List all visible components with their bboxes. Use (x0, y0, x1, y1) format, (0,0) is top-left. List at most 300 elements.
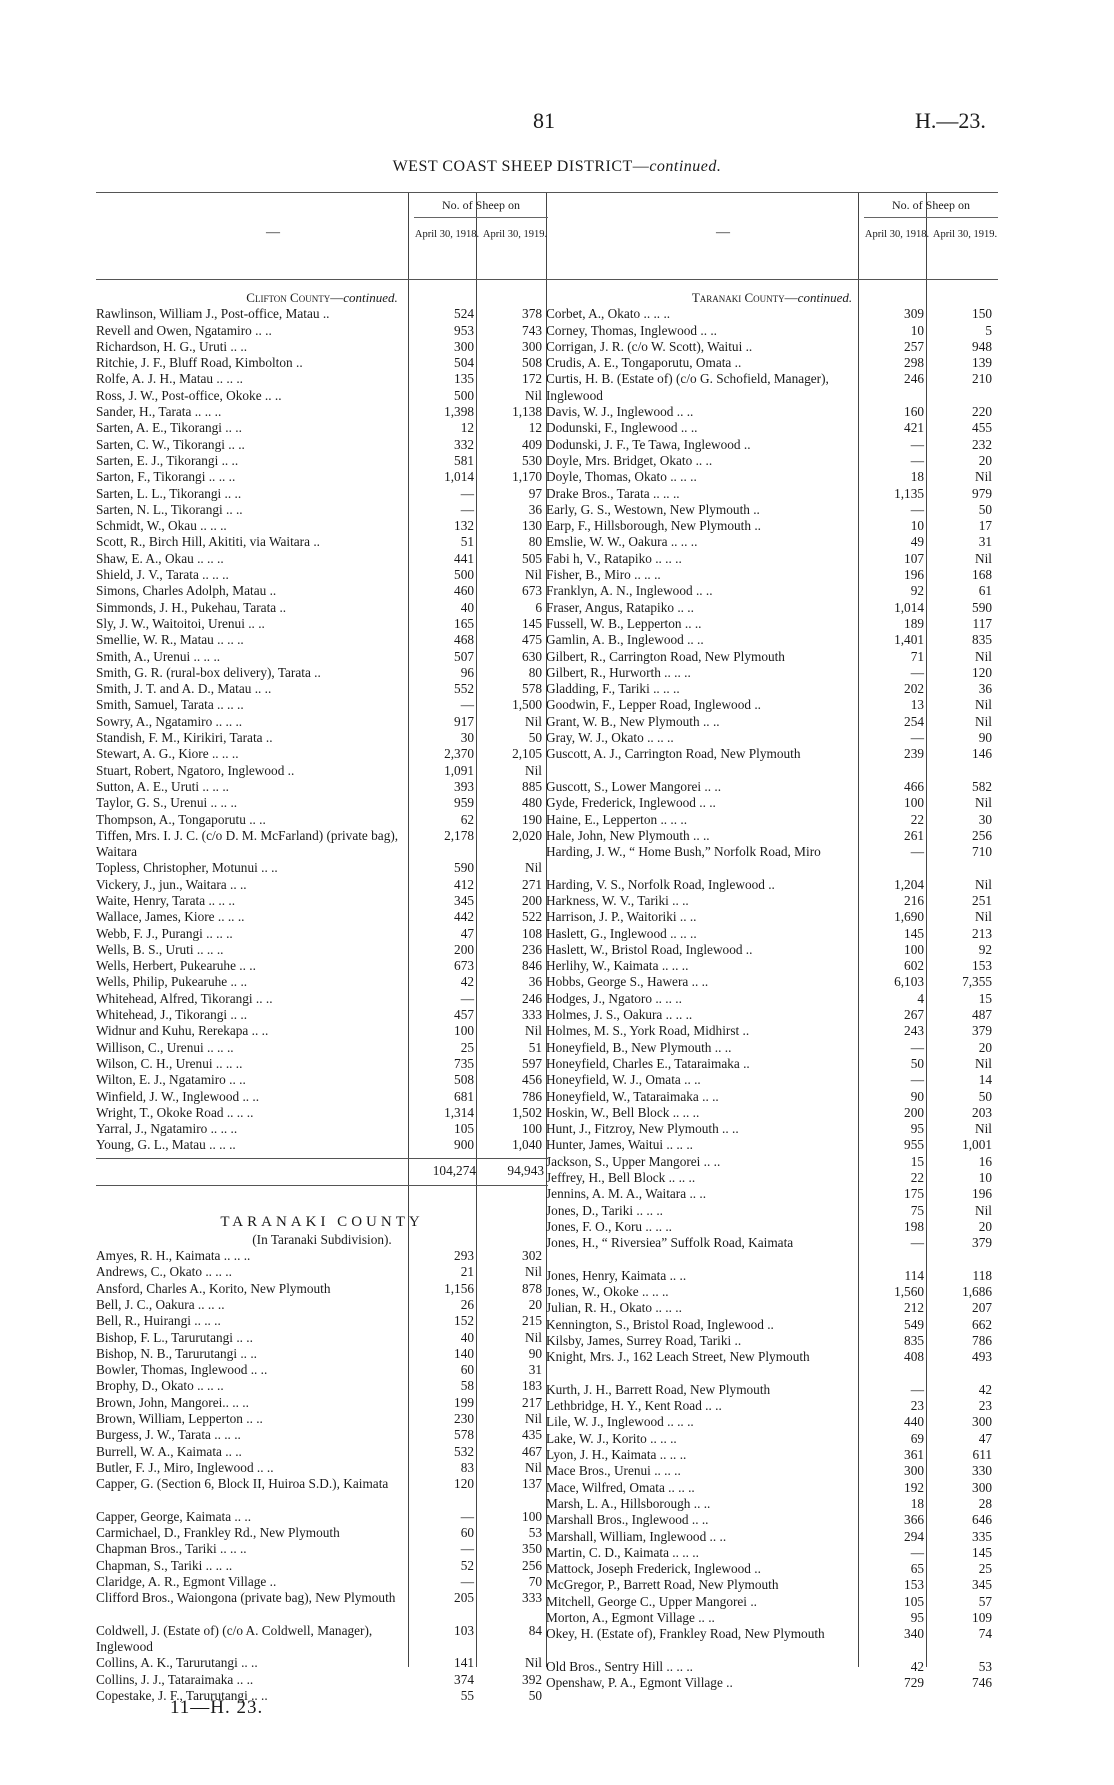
table-row (546, 453, 998, 469)
county-title: TARANAKI COUNTY (220, 1213, 424, 1230)
sheep-1918: — (460, 697, 474, 713)
sheep-1918: 4 (917, 990, 924, 1006)
sheep-1918: 175 (904, 1186, 924, 1202)
section-heading-text: Clifton County— (246, 290, 344, 305)
sheep-1918: 100 (904, 795, 924, 811)
table-row (96, 1297, 548, 1313)
owner-name: Lile, W. J., Inglewood .. .. .. (546, 1414, 694, 1430)
sheep-1919: 379 (972, 1023, 992, 1039)
sheep-1918: 300 (454, 338, 474, 354)
sheep-1918: 366 (904, 1512, 924, 1528)
sheep-1919: 435 (522, 1427, 542, 1443)
owner-name: Harrison, J. P., Waitoriki .. .. (546, 909, 697, 925)
table-row (546, 1121, 998, 1137)
sheep-1918: 442 (454, 909, 474, 925)
sheep-1918: 198 (904, 1218, 924, 1234)
sheep-1919: Nil (975, 648, 992, 664)
sheep-1918: 468 (454, 632, 474, 648)
sheep-1919: 7,355 (962, 974, 992, 990)
owner-name: Copestake, J. F., Tarurutangi .. .. (96, 1688, 268, 1704)
owner-name: Sarten, A. E., Tikorangi .. .. (96, 420, 242, 436)
table-row (546, 746, 998, 779)
county-subtitle: (In Taranaki Subdivision). (252, 1231, 392, 1247)
sheep-1918: 25 (460, 1039, 474, 1055)
owner-name: Okey, H. (Estate of), Frankley Road, New Plymouth (546, 1626, 825, 1642)
owner-name: Whitehead, J., Tikorangi .. .. (96, 1007, 248, 1023)
sheep-1918: 50 (910, 1055, 924, 1071)
sheep-1919: 505 (522, 550, 542, 566)
sheep-1918: — (910, 730, 924, 746)
table-row (96, 1313, 548, 1329)
sheep-1919: 1,686 (962, 1284, 992, 1300)
sheep-1919: 137 (522, 1476, 542, 1492)
owner-name: Knight, Mrs. J., 162 Leach Street, New Plymouth (546, 1349, 810, 1365)
sheep-1918: 293 (454, 1248, 474, 1264)
owner-name: Capper, George, Kaimata .. .. (96, 1508, 252, 1524)
owner-name: Standish, F. M., Kirikiri, Tarata .. (96, 730, 273, 746)
header-dash: — (266, 225, 280, 240)
table-row (96, 371, 548, 387)
sheep-1919: Nil (525, 1411, 542, 1426)
sheep-1919: 70 (528, 1573, 542, 1589)
sheep-1919: 47 (978, 1430, 992, 1446)
table-row (546, 355, 998, 371)
sheep-1919: 17 (978, 518, 992, 534)
table-row (96, 828, 548, 861)
sheep-1918: 12 (460, 420, 474, 436)
table-row (546, 1235, 998, 1268)
sheep-1918: 507 (454, 648, 474, 664)
owner-name: Gyde, Frederick, Inglewood .. .. (546, 795, 716, 811)
sheep-1919: 487 (972, 1007, 992, 1023)
owner-name: Shaw, E. A., Okau .. .. .. (96, 550, 224, 566)
sheep-1918: 42 (460, 974, 474, 990)
sheep-1918: 18 (910, 469, 924, 485)
sheep-1919: 118 (972, 1267, 992, 1283)
owner-name: Mattock, Joseph Frederick, Inglewood .. (546, 1561, 761, 1577)
owner-name: Sarten, L. L., Tikorangi .. .. (96, 485, 242, 501)
sheep-1919: 1,500 (512, 697, 542, 713)
sheep-1918: 10 (910, 322, 924, 338)
owner-name: Haine, E., Lepperton .. .. .. (546, 811, 688, 827)
table-row (546, 1610, 998, 1626)
owner-name: Wells, B. S., Uruti .. .. .. (96, 941, 224, 957)
owner-name: Brown, John, Mangorei.. .. .. (96, 1394, 249, 1410)
sheep-1919: 530 (522, 452, 542, 468)
owner-name: Bishop, F. L., Tarurutangi .. .. (96, 1329, 253, 1345)
table-row (546, 893, 998, 909)
table-row (546, 1496, 998, 1512)
sheep-1919: 31 (528, 1362, 542, 1378)
table-row (96, 404, 548, 420)
sheep-1918: — (910, 844, 924, 860)
owner-name: Curtis, H. B. (Estate of) (c/o G. Schofield, Manager), Inglewood (546, 371, 829, 403)
table-row (546, 779, 998, 795)
table-row (546, 828, 998, 844)
table-row (96, 1411, 548, 1427)
table-row (96, 1558, 548, 1574)
owner-name: Sowry, A., Ngatamiro .. .. .. (96, 713, 243, 729)
table-row (546, 600, 998, 616)
owner-name: Burrell, W. A., Kaimata .. .. (96, 1443, 242, 1459)
table-row (96, 1346, 548, 1362)
sheep-1919: 36 (978, 681, 992, 697)
table-row (546, 1105, 998, 1121)
table-row (96, 420, 548, 436)
sheep-1919: 710 (972, 844, 992, 860)
sheep-1918: 42 (910, 1658, 924, 1674)
sheep-1919: Nil (975, 795, 992, 811)
owner-name: Hunt, J., Fitzroy, New Plymouth .. .. (546, 1121, 739, 1137)
owner-name: Lyon, J. H., Kaimata .. .. .. (546, 1447, 687, 1463)
sheep-1919: 50 (528, 730, 542, 746)
sheep-1919: 139 (972, 355, 992, 371)
owner-name: Marsh, L. A., Hillsborough .. .. (546, 1495, 711, 1511)
sheep-1918: 141 (454, 1655, 474, 1671)
owner-name: Doyle, Thomas, Okato .. .. .. (546, 469, 697, 485)
table-row (96, 926, 548, 942)
sheep-1918: 49 (910, 534, 924, 550)
sheep-1918: 955 (904, 1137, 924, 1153)
table-row (546, 1186, 998, 1202)
owner-name: Old Bros., Sentry Hill .. .. .. (546, 1658, 694, 1674)
sheep-1918: 15 (910, 1153, 924, 1169)
table-row (96, 616, 548, 632)
table-row (546, 371, 998, 404)
owner-name: Fabi h, V., Ratapiko .. .. .. (546, 550, 682, 566)
sheep-1918: 103 (454, 1622, 474, 1638)
sheep-1919: 168 (972, 567, 992, 583)
owner-name: Holmes, M. S., York Road, Midhirst .. (546, 1023, 750, 1039)
table-row (96, 1688, 548, 1704)
owner-name: Jeffrey, H., Bell Block .. .. .. (546, 1170, 696, 1186)
owner-name: Andrews, C., Okato .. .. .. (96, 1264, 232, 1280)
table-row (546, 714, 998, 730)
sheep-1919: 673 (522, 583, 542, 599)
sheep-1918: 578 (454, 1427, 474, 1443)
section-heading (546, 290, 998, 306)
table-row (546, 323, 998, 339)
table-row (96, 551, 548, 567)
owner-name: Lake, W. J., Korito .. .. .. (546, 1430, 677, 1446)
sheep-1918: 52 (460, 1557, 474, 1573)
sheep-1918: 2,178 (444, 827, 474, 843)
owner-name: Lethbridge, H. Y., Kent Road .. .. (546, 1398, 722, 1414)
table-row (546, 974, 998, 990)
sheep-1919: Nil (525, 1264, 542, 1280)
owner-name: Collins, J. J., Tataraimaka .. .. (96, 1671, 254, 1687)
owner-name: Claridge, A. R., Egmont Village .. (96, 1573, 277, 1589)
sheep-1918: — (910, 1072, 924, 1088)
sheep-1918: 257 (904, 338, 924, 354)
sheep-1919: 5 (985, 322, 992, 338)
owner-name: Sarten, E. J., Tikorangi .. .. (96, 452, 239, 468)
owner-name: Marshall Bros., Inglewood .. .. (546, 1512, 709, 1528)
owner-name: Sarton, F., Tikorangi .. .. .. (96, 469, 236, 485)
sheep-1918: 95 (910, 1610, 924, 1626)
owner-name: Goodwin, F., Lepper Road, Inglewood .. (546, 697, 761, 713)
sheep-1918: 332 (454, 436, 474, 452)
sheep-1919: 522 (522, 909, 542, 925)
sheep-1918: 1,314 (444, 1104, 474, 1120)
sheep-1918: 1,156 (444, 1280, 474, 1296)
table-row (96, 1264, 548, 1280)
table-row (96, 958, 548, 974)
table-row (546, 486, 998, 502)
sheep-1919: 57 (978, 1593, 992, 1609)
sheep-1919: Nil (975, 469, 992, 485)
owner-name: Schmidt, W., Okau .. .. .. (96, 518, 227, 534)
sheep-1918: 254 (904, 713, 924, 729)
sheep-1919: Nil (525, 567, 542, 583)
table-row (546, 1203, 998, 1219)
owner-name: Revell and Owen, Ngatamiro .. .. (96, 322, 272, 338)
sheep-1918: 500 (454, 567, 474, 583)
owner-name: Kurth, J. H., Barrett Road, New Plymouth (546, 1381, 771, 1397)
owner-name: Stuart, Robert, Ngatoro, Inglewood .. (96, 762, 295, 778)
sheep-1919: 36 (528, 501, 542, 517)
sheep-1919: 630 (522, 648, 542, 664)
sheep-1919: 409 (522, 436, 542, 452)
sheep-1918: 140 (454, 1345, 474, 1361)
table-row (96, 469, 548, 485)
table-row (546, 1072, 998, 1088)
owner-name: Haslett, W., Bristol Road, Inglewood .. (546, 941, 753, 957)
sheep-1918: 105 (454, 1121, 474, 1137)
owner-name: Corbet, A., Okato .. .. .. (546, 306, 671, 322)
table-row (96, 632, 548, 648)
table-row (96, 795, 548, 811)
table-row (546, 991, 998, 1007)
owner-name: Sly, J. W., Waitoitoi, Urenui .. .. (96, 615, 265, 631)
sheep-1918: 602 (904, 958, 924, 974)
table-row (96, 1427, 548, 1443)
sheep-1918: 246 (904, 371, 924, 387)
owner-name: Kennington, S., Bristol Road, Inglewood .. (546, 1316, 774, 1332)
sheep-1918: 71 (910, 648, 924, 664)
owner-name: Ritchie, J. F., Bluff Road, Kimbolton .. (96, 355, 303, 371)
table-row (546, 404, 998, 420)
sheep-1919: 215 (522, 1313, 542, 1329)
sheep-1918: 90 (910, 1088, 924, 1104)
owner-name: Wilton, E. J., Ngatamiro .. .. (96, 1072, 246, 1088)
table-row (546, 1594, 998, 1610)
page-number: 81 (533, 108, 555, 133)
table-row (96, 567, 548, 583)
owner-name: Webb, F. J., Purangi .. .. .. (96, 925, 233, 941)
table-row (546, 1268, 998, 1284)
sheep-1919: 878 (522, 1280, 542, 1296)
owner-name: Ross, J. W., Post-office, Okoke .. .. (96, 387, 282, 403)
table-row (546, 1089, 998, 1105)
total-1919: 94,943 (507, 1162, 544, 1178)
sheep-1919: 74 (978, 1626, 992, 1642)
sheep-1919: 786 (972, 1333, 992, 1348)
owner-name: Scott, R., Birch Hill, Akititi, via Waitara .. (96, 534, 320, 550)
owner-name: Fussell, W. B., Lepperton .. .. (546, 615, 702, 631)
table-row (546, 926, 998, 942)
owner-name: Richardson, H. G., Uruti .. .. (96, 338, 248, 354)
sheep-1918: 735 (454, 1055, 474, 1071)
sheep-1918: 729 (904, 1675, 924, 1691)
sheep-1919: 1,001 (962, 1137, 992, 1153)
table-row (96, 1072, 548, 1088)
sheep-1918: 1,204 (894, 876, 924, 892)
sheep-1918: 95 (910, 1121, 924, 1137)
table-row (96, 909, 548, 925)
sheep-1918: 408 (904, 1349, 924, 1365)
sheep-1918: 51 (460, 534, 474, 550)
sheep-1918: — (910, 1235, 924, 1251)
sheep-1918: 508 (454, 1072, 474, 1088)
owner-name: Ansford, Charles A., Korito, New Plymouth (96, 1280, 331, 1296)
sheep-1918: — (910, 436, 924, 452)
table-row (546, 616, 998, 632)
column-header-1918: April 30, 1918. (864, 229, 930, 240)
table-row (546, 632, 998, 648)
sheep-1918: 298 (904, 355, 924, 371)
owner-name: Jones, W., Okoke .. .. .. (546, 1284, 669, 1300)
table-row (546, 1154, 998, 1170)
total-1918: 104,274 (432, 1162, 476, 1178)
table-row (96, 779, 548, 795)
sheep-1919: 90 (528, 1345, 542, 1361)
sheep-1919: 271 (522, 876, 542, 892)
owner-name: Earp, F., Hillsborough, New Plymouth .. (546, 518, 762, 534)
owner-name: Gilbert, R., Hurworth .. .. .. (546, 664, 691, 680)
table-row (96, 1590, 548, 1623)
table-row (96, 1509, 548, 1525)
owner-name: Kilsby, James, Surrey Road, Tariki .. (546, 1333, 742, 1348)
sheep-1918: 524 (454, 306, 474, 322)
sheep-1919: 590 (972, 599, 992, 615)
sheep-1919: 20 (978, 1039, 992, 1055)
owner-name: Smith, A., Urenui .. .. .. (96, 648, 221, 664)
owner-name: Dodunski, F., Inglewood .. .. (546, 420, 698, 436)
owner-name: Shield, J. V., Tarata .. .. .. (96, 567, 229, 583)
sheep-1918: 120 (454, 1476, 474, 1492)
table-row (96, 1395, 548, 1411)
sheep-1919: 948 (972, 338, 992, 354)
owner-name: Wright, T., Okoke Road .. .. .. (96, 1104, 254, 1120)
table-row (96, 1672, 548, 1688)
owner-name: Gamlin, A. B., Inglewood .. .. (546, 632, 704, 648)
sheep-1918: — (910, 1544, 924, 1560)
table-row (96, 502, 548, 518)
owner-name: Chapman Bros., Tariki .. .. .. (96, 1541, 247, 1557)
sheep-1918: 1,135 (894, 485, 924, 501)
owner-name: Smith, Samuel, Tarata .. .. .. (96, 697, 244, 713)
sheep-1919: 15 (978, 990, 992, 1006)
table-row (96, 697, 548, 713)
table-row (96, 306, 548, 322)
owner-name: Gladding, F., Tariki .. .. .. (546, 681, 680, 697)
sheep-1918: 83 (460, 1459, 474, 1475)
sheep-1918: 393 (454, 778, 474, 794)
sheep-1918: 23 (910, 1398, 924, 1414)
sheep-1919: 300 (972, 1479, 992, 1495)
sheep-1918: 421 (904, 420, 924, 436)
owner-name: Capper, G. (Section 6, Block II, Huiroa S.D.), Kaimata (96, 1476, 389, 1492)
sheep-1919: 302 (522, 1248, 542, 1264)
sheep-1919: 97 (528, 485, 542, 501)
sheep-1919: 50 (978, 1088, 992, 1104)
sheep-1919: 61 (978, 583, 992, 599)
table-row (546, 649, 998, 665)
sheep-1919: 251 (972, 892, 992, 908)
sheep-1919: 20 (978, 1218, 992, 1234)
clifton-rows (96, 306, 548, 1153)
owner-name: Butler, F. J., Miro, Inglewood .. .. (96, 1459, 274, 1475)
sheep-1919: 611 (972, 1447, 992, 1463)
sheep-1918: 230 (454, 1411, 474, 1426)
table-row (96, 681, 548, 697)
owner-name: Collins, A. K., Tarurutangi .. .. (96, 1655, 258, 1671)
sheep-1919: 6 (535, 599, 542, 615)
sheep-1918: 114 (904, 1267, 924, 1283)
sheep-1918: — (460, 501, 474, 517)
table-row (546, 306, 998, 322)
sheep-1918: 132 (454, 518, 474, 534)
owner-name: Yarral, J., Ngatamiro .. .. .. (96, 1121, 238, 1137)
table-row (96, 486, 548, 502)
table-row (96, 1007, 548, 1023)
owner-name: Jones, D., Tariki .. .. .. (546, 1202, 664, 1218)
table-row (96, 1574, 548, 1590)
owner-name: Whitehead, Alfred, Tikorangi .. .. (96, 990, 273, 1006)
table-row (96, 1089, 548, 1105)
owner-name: Dodunski, J. F., Te Tawa, Inglewood .. (546, 436, 751, 452)
sheep-1918: — (910, 452, 924, 468)
table-row (546, 1333, 998, 1349)
table-row (546, 1137, 998, 1153)
sheep-1918: 205 (454, 1590, 474, 1606)
sheep-1918: 165 (454, 615, 474, 631)
sheep-1918: 47 (460, 925, 474, 941)
sheep-1919: 335 (972, 1528, 992, 1544)
owner-name: Harding, J. W., “ Home Bush,” Norfolk Road, Miro (546, 844, 821, 860)
sheep-1919: 153 (972, 958, 992, 974)
sheep-1918: 243 (904, 1023, 924, 1039)
owner-name: Rolfe, A. J. H., Matau .. .. .. (96, 371, 243, 387)
sheep-1918: 412 (454, 876, 474, 892)
sheep-1919: Nil (525, 387, 542, 403)
sheep-1919: 979 (972, 485, 992, 501)
column-header-1919: April 30, 1919. (482, 229, 548, 240)
sheep-1918: 460 (454, 583, 474, 599)
sheep-1919: 30 (978, 811, 992, 827)
owner-name: Hale, John, New Plymouth .. .. (546, 827, 710, 843)
table-row (546, 551, 998, 567)
sheep-1918: 105 (904, 1593, 924, 1609)
owner-name: Bishop, N. B., Tarurutangi .. .. (96, 1345, 257, 1361)
owner-name: Widnur and Kuhu, Rerekapa .. .. (96, 1023, 269, 1039)
owner-name: Waite, Henry, Tarata .. .. .. (96, 892, 236, 908)
owner-name: Jennins, A. M. A., Waitara .. .. (546, 1186, 707, 1202)
sheep-1918: 199 (454, 1394, 474, 1410)
table-row (96, 812, 548, 828)
owner-name: Jones, H., “ Riversiea” Suffolk Road, Kaimata (546, 1235, 794, 1251)
table-row (546, 1349, 998, 1382)
owner-name: Herlihy, W., Kaimata .. .. .. (546, 958, 689, 974)
owner-name: Doyle, Mrs. Bridget, Okato .. .. (546, 452, 713, 468)
sheep-1919: Nil (975, 876, 992, 892)
taranaki-rows (546, 306, 998, 1691)
owner-name: Holmes, J. S., Oakura .. .. .. (546, 1007, 693, 1023)
table-row (546, 1007, 998, 1023)
sheep-1919: 190 (522, 811, 542, 827)
sheep-1919: 20 (978, 452, 992, 468)
